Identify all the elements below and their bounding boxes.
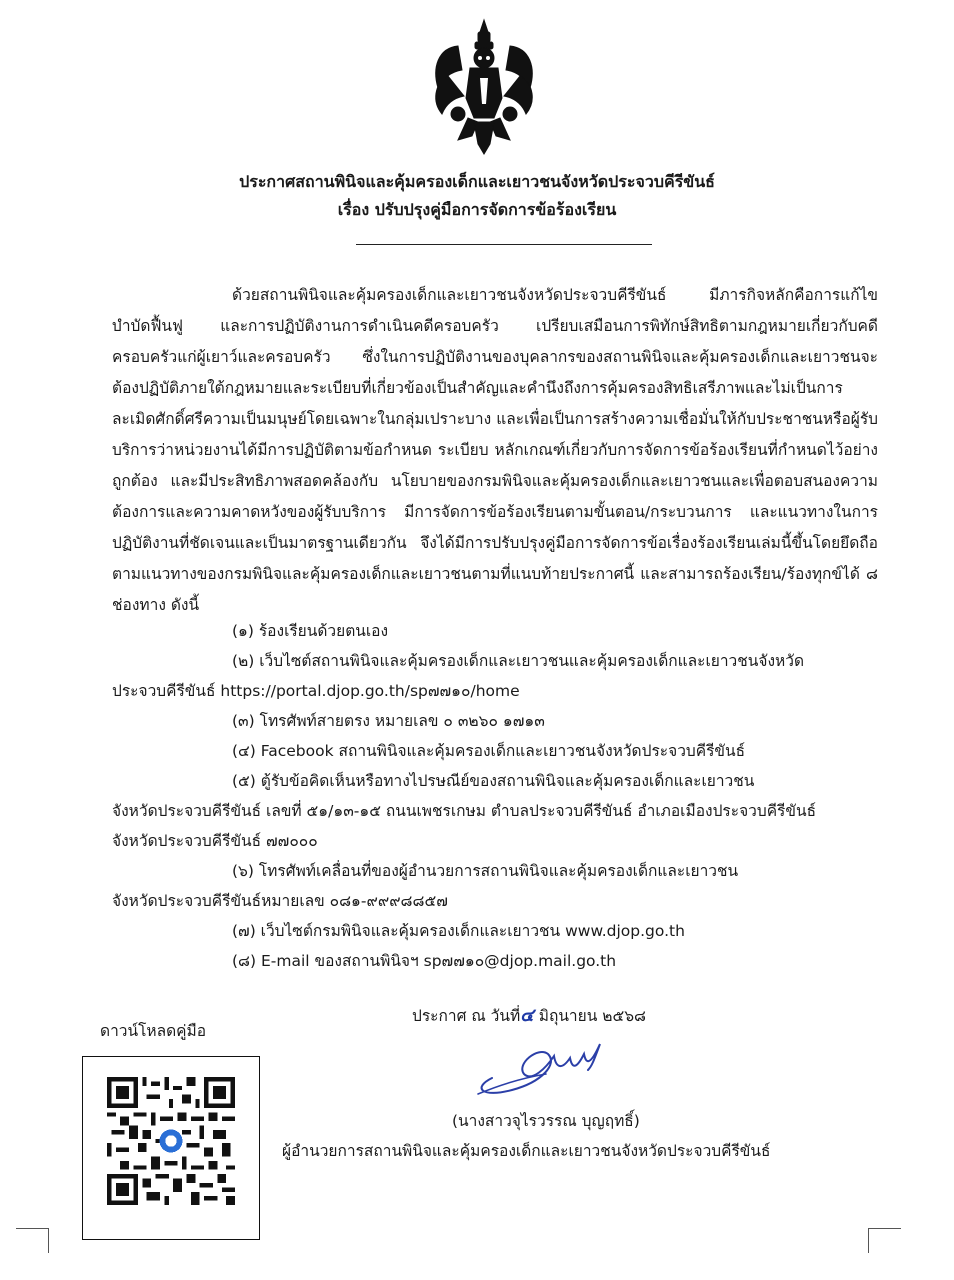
page-corner-left bbox=[16, 1228, 49, 1253]
garuda-emblem-icon bbox=[428, 18, 540, 158]
channel-5-line-2: จังหวัดประจวบคีรีขันธ์ เลขที่ ๕๑/๑๓-๑๕ ถนนเพชรเกษม ตำบลประจวบคีรีขันธ์ อำเภอเมืองประจวบคีรีขันธ์ bbox=[112, 802, 817, 820]
qr-code-icon[interactable] bbox=[107, 1077, 235, 1205]
date-day: ๔ bbox=[520, 1005, 534, 1026]
channel-1: (๑) ร้องเรียนด้วยตนเอง bbox=[232, 622, 389, 640]
page-corner-right bbox=[868, 1228, 901, 1253]
channel-7: (๗) เว็บไซต์กรมพินิจและคุ้มครองเด็กและเยาวชน www.djop.go.th bbox=[232, 922, 685, 940]
channel-8: (๘) E-mail ของสถานพินิจฯ sp๗๗๑๐@djop.mail.go.th bbox=[232, 952, 617, 970]
channel-3: (๓) โทรศัพท์สายตรง หมายเลข ๐ ๓๒๖๐ ๑๗๑๓ bbox=[232, 712, 545, 730]
body-paragraph: ด้วยสถานพินิจและคุ้มครองเด็กและเยาวชนจังหวัดประจวบคีรีขันธ์ มีภารกิจหลักคือการแก้ไขบำบัดฟื้นฟู และการปฏิบัติงานการดำเนินคดีครอบครัว เปรียบเสมือนการพิทักษ์สิทธิตามกฎหมายเกี่ยวกับคดีครอบครัวแก่ผู้เยาว์และครอบครัว ซึ่งในการปฏิบัติงานของบุคลากรของสถานพินิจและคุ้มครองเด็กและเยาวชนจะต้องปฏิบัติภายใต้กฎหมายและระเบียบที่เกี่ยวข้องเป็นสำคัญและคำนึงถึงการคุ้มครองสิทธิเสรีภาพและไม่เป็นการละเมิดศักดิ์ศรีความเป็นมนุษย์โดยเฉพาะในกลุ่มเปราะบาง และเพื่อเป็นการสร้างความเชื่อมั่นให้กับประชาชนหรือผู้รับบริการว่าหน่วยงานได้มีการปฏิบัติตามข้อกำหนด ระเบียบ หลักเกณฑ์เกี่ยวกับการจัดการข้อร้องเรียนที่กำหนดไว้อย่างถูกต้อง และมีประสิทธิภาพสอดคล้องกับ นโยบายของกรมพินิจและคุ้มครองเด็กและเยาวชนและเพื่อตอบสนองความต้องการและความคาดหวังของผู้รับบริการ มีการจัดการข้อร้องเรียนตามขั้นตอน/กระบวนการ และแนวทางในการปฏิบัติงานที่ชัดเจนและเป็นมาตรฐานเดียวกัน จึงได้มีการปรับปรุงคู่มือการจัดการข้อเรื่องร้องเรียนเล่มนี้ขึ้นโดยยึดถือตามแนวทางของกรมพินิจและคุ้มครองเด็กและเยาวชนตามที่แนบท้ายประกาศนี้ และสามารถร้องเรียน/ร้องทุกข์ได้ ๘ ช่องทาง ดังนี้ bbox=[112, 286, 878, 614]
channel-2-line-2: ประจวบคีรีขันธ์ https://portal.djop.go.th/sp๗๗๑๐/home bbox=[112, 682, 520, 700]
title-divider bbox=[356, 244, 652, 245]
announcement-title: ประกาศสถานพินิจและคุ้มครองเด็กและเยาวชนจังหวัดประจวบคีรีขันธ์ bbox=[239, 172, 715, 191]
channel-2-line-1: (๒) เว็บไซต์สถานพินิจและคุ้มครองเด็กและเยาวชนและคุ้มครองเด็กและเยาวชนจังหวัด bbox=[232, 652, 805, 670]
date-prefix: ประกาศ ณ วันที่ bbox=[412, 1007, 521, 1025]
download-label: ดาวน์โหลดคู่มือ bbox=[100, 1022, 207, 1040]
signatory-position: ผู้อำนวยการสถานพินิจและคุ้มครองเด็กและเยาวชนจังหวัดประจวบคีรีขันธ์ bbox=[282, 1142, 771, 1160]
signatory-name: (นางสาวจุไรวรรณ บุญฤทธิ์) bbox=[452, 1112, 640, 1130]
date-month-year: มิถุนายน ๒๕๖๘ bbox=[538, 1007, 646, 1025]
qr-code-box[interactable] bbox=[82, 1056, 260, 1240]
channel-5-line-3: จังหวัดประจวบคีรีขันธ์ ๗๗๐๐๐ bbox=[112, 832, 318, 850]
channel-5-line-1: (๕) ตู้รับข้อคิดเห็นหรือทางไปรษณีย์ของสถานพินิจและคุ้มครองเด็กและเยาวชน bbox=[232, 772, 755, 790]
announcement-subject: เรื่อง ปรับปรุงคู่มือการจัดการข้อร้องเรียน bbox=[337, 200, 617, 219]
announcement-date bbox=[412, 1000, 646, 1029]
channel-6-line-1: (๖) โทรศัพท์เคลื่อนที่ของผู้อำนวยการสถานพินิจและคุ้มครองเด็กและเยาวชน bbox=[232, 862, 739, 880]
channel-6-line-2: จังหวัดประจวบคีรีขันธ์หมายเลข ๐๘๑-๙๙๙๘๘๕๗ bbox=[112, 892, 448, 910]
signature-icon bbox=[462, 1034, 622, 1100]
channel-4: (๔) Facebook สถานพินิจและคุ้มครองเด็กและเยาวชนจังหวัดประจวบคีรีขันธ์ bbox=[232, 742, 746, 760]
